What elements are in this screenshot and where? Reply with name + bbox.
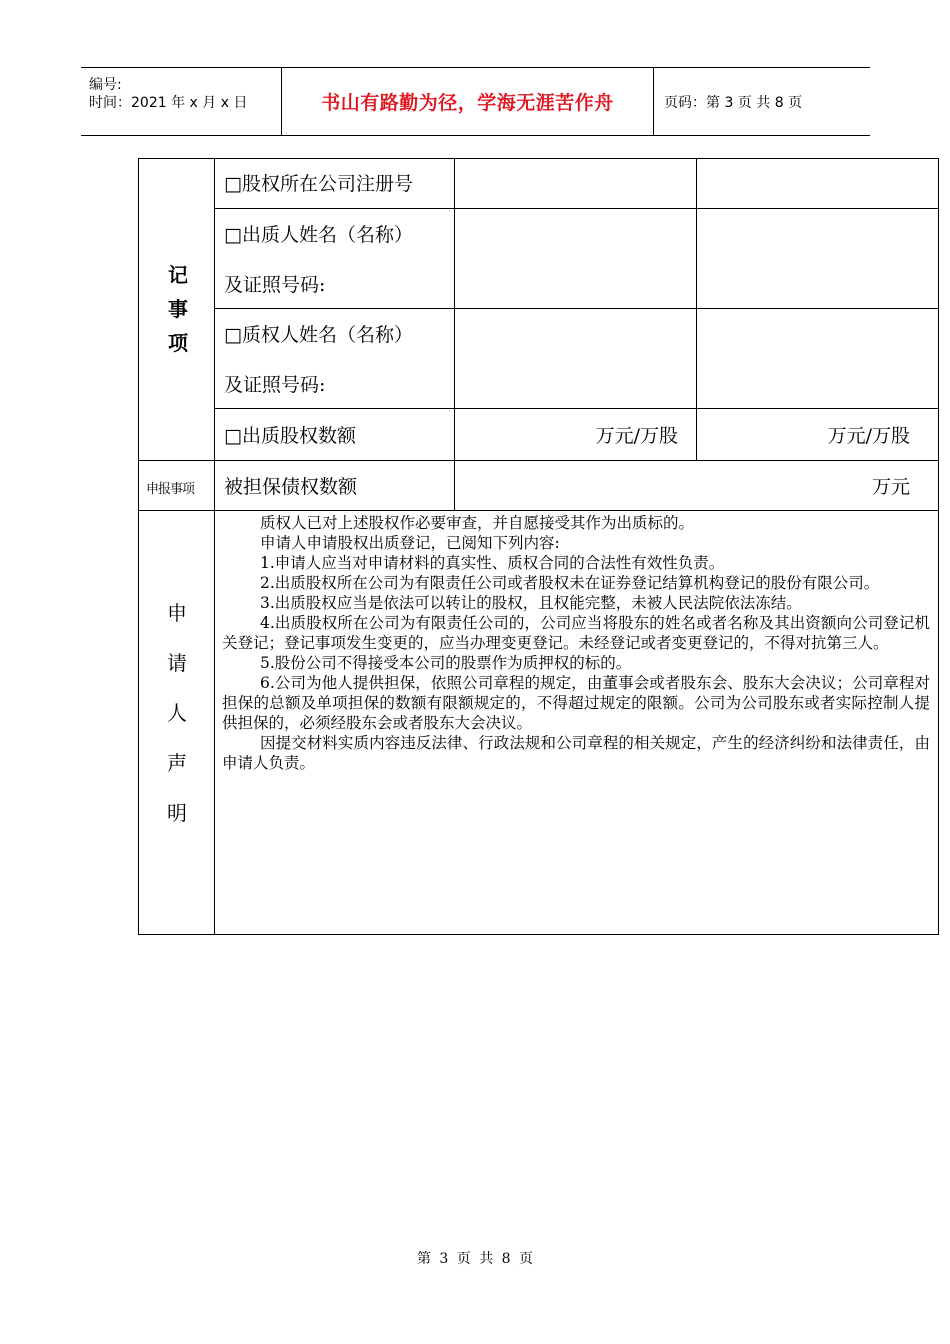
table-border-right [938,158,939,935]
row-divider [214,308,939,309]
table-border-bottom [138,934,939,935]
section-label-record-items [158,258,198,360]
section-label-char: 明 [167,801,187,825]
declaration-paragraph: 质权人已对上述股权作必要审查，并自愿接受其作为出质标的。 [260,514,695,532]
header-page-info: 页码：第 3 页 共 8 页 [664,94,803,111]
declaration-paragraph: 4.出质股权所在公司为有限责任公司的，公司应当将股东的姓名或者名称及其出资额向公司登记机关登记；登记事项发生变更的，应当办理变更登记。未经登记或者变更登记的，不得对抗第三人。 [222,614,930,652]
field-label-company-reg-no: □股权所在公司注册号 [224,173,413,195]
section-label-char: 事 [168,297,188,321]
document-time: 时间：2021 年 x 月 x 日 [89,95,248,111]
col-divider [696,158,697,461]
row-divider [214,408,939,409]
field-label-pledged-equity-amount: □出质股权数额 [224,425,356,447]
declaration-paragraph: 因提交材料实质内容违反法律、行政法规和公司章程的相关规定，产生的经济纠纷和法律责任，由申请人负责。 [222,734,930,772]
unit-label: 万元 [871,476,910,498]
section-label-char: 项 [168,331,188,355]
declaration-paragraph: 5.股份公司不得接受本公司的股票作为质押权的标的。 [260,654,632,672]
page-header [81,67,870,136]
header-meta [81,68,282,135]
col-divider [454,158,455,511]
section-label-char: 记 [168,263,188,287]
table-border-top [138,158,939,159]
document-number-label: 编号: [89,77,122,93]
col-divider [214,158,215,935]
unit-label: 万元/万股 [595,425,678,447]
table-border-left [138,158,139,935]
section-label-applicant-declaration [157,588,197,838]
field-label-pledgee-id: 及证照号码: [224,374,326,396]
declaration-text [222,513,930,773]
unit-label: 万元/万股 [827,425,910,447]
row-divider [138,510,939,511]
section-label-char: 请 [167,651,187,675]
declaration-paragraph: 申请人申请股权出质登记，已阅知下列内容: [260,534,560,552]
field-label-pledgor-id: 及证照号码: [224,274,326,296]
section-label-char: 声 [167,751,187,775]
header-motto: 书山有路勤为径，学海无涯苦作舟 [282,68,654,135]
field-label-pledgor-name: □出质人姓名（名称） [224,224,413,246]
section-label-char: 申 [167,601,187,625]
page-footer: 第 3 页 共 8 页 [416,1251,534,1267]
section-label-declared-items: 申报事项 [146,482,195,497]
declaration-paragraph: 6.公司为他人提供担保，依照公司章程的规定，由董事会或者股东会、股东大会决议；公司章程对担保的总额及单项担保的数额有限额规定的，不得超过规定的限额。公司为公司股东或者实际控制人提供担保的，必须经股东会或者股东大会决议。 [222,674,930,732]
section-label-char: 人 [167,701,187,725]
declaration-paragraph: 2.出质股权所在公司为有限责任公司或者股权未在证券登记结算机构登记的股份有限公司。 [260,574,880,592]
field-label-secured-claim-amount: 被担保债权数额 [224,476,358,498]
row-divider [138,460,939,461]
field-label-pledgee-name: □质权人姓名（名称） [224,324,413,346]
row-divider [214,208,939,209]
declaration-paragraph: 3.出质股权应当是依法可以转让的股权，且权能完整，未被人民法院依法冻结。 [260,594,802,612]
declaration-paragraph: 1.申请人应当对申请材料的真实性、质权合同的合法性有效性负责。 [260,554,725,572]
